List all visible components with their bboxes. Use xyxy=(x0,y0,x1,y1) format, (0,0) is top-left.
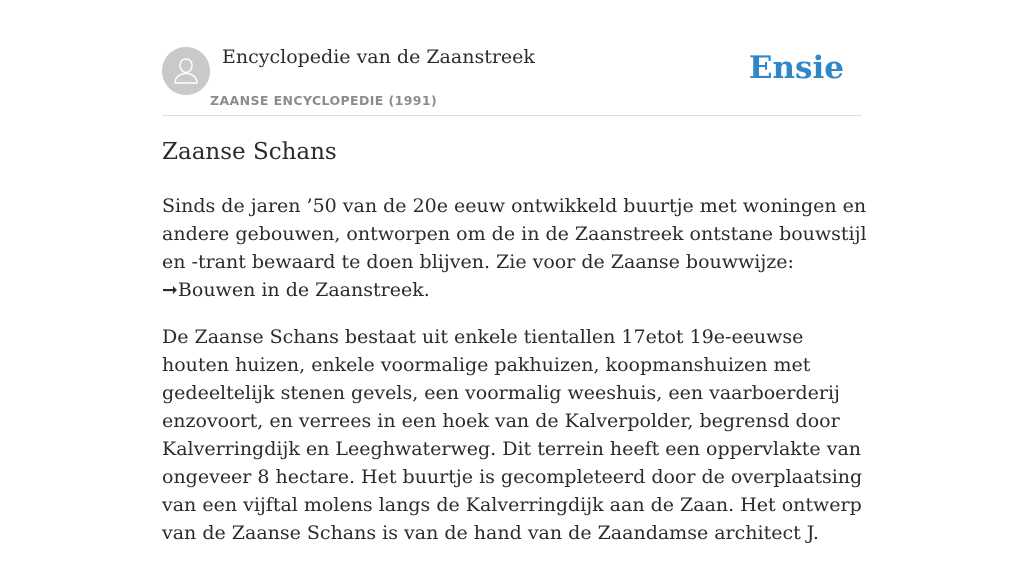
paragraph-1-end: . xyxy=(423,279,430,301)
source-title[interactable]: Encyclopedie van de Zaanstreek xyxy=(222,46,535,68)
source-header xyxy=(162,40,862,116)
user-silhouette-icon[interactable] xyxy=(162,47,210,95)
brand-logo[interactable]: Ensie xyxy=(748,50,844,86)
entry-body xyxy=(162,192,867,566)
link-arrow-icon: ➞ xyxy=(162,279,178,301)
link-bouwen-in-de-zaanstreek[interactable]: Bouwen in de Zaanstreek xyxy=(177,279,424,301)
paragraph-1-text: Sinds de jaren ’50 van de 20e eeuw ontwikkeld buurtje met woningen en andere gebouwen, ontworpen om de in de Zaanstreek ontstane bouwstijl en -trant bewaard te doen blijven. Zie voor de Zaanse bouwwijze: xyxy=(162,195,867,273)
entry-title: Zaanse Schans xyxy=(162,139,337,165)
paragraph-1 xyxy=(162,192,867,304)
paragraph-2: De Zaanse Schans bestaat uit enkele tientallen 17etot 19e-eeuwse houten huizen, enkele voormalige pakhuizen, koopmanshuizen met gedeeltelijk stenen gevels, een voormalig weeshuis, een vaarboerderij enzovoort, en verrees in een hoek van de Kalverpolder, begrensd door Kalverringdijk en Leeghwaterweg. Dit terrein heeft een oppervlakte van ongeveer 8 hectare. Het buurtje is gecompleteerd door de overplaatsing van een vijftal molens langs de Kalverringdijk aan de Zaan. Het ontwerp van de Zaanse Schans is van de hand van de Zaandamse architect J. xyxy=(162,326,863,544)
source-subtitle: ZAANSE ENCYCLOPEDIE (1991) xyxy=(210,93,438,108)
